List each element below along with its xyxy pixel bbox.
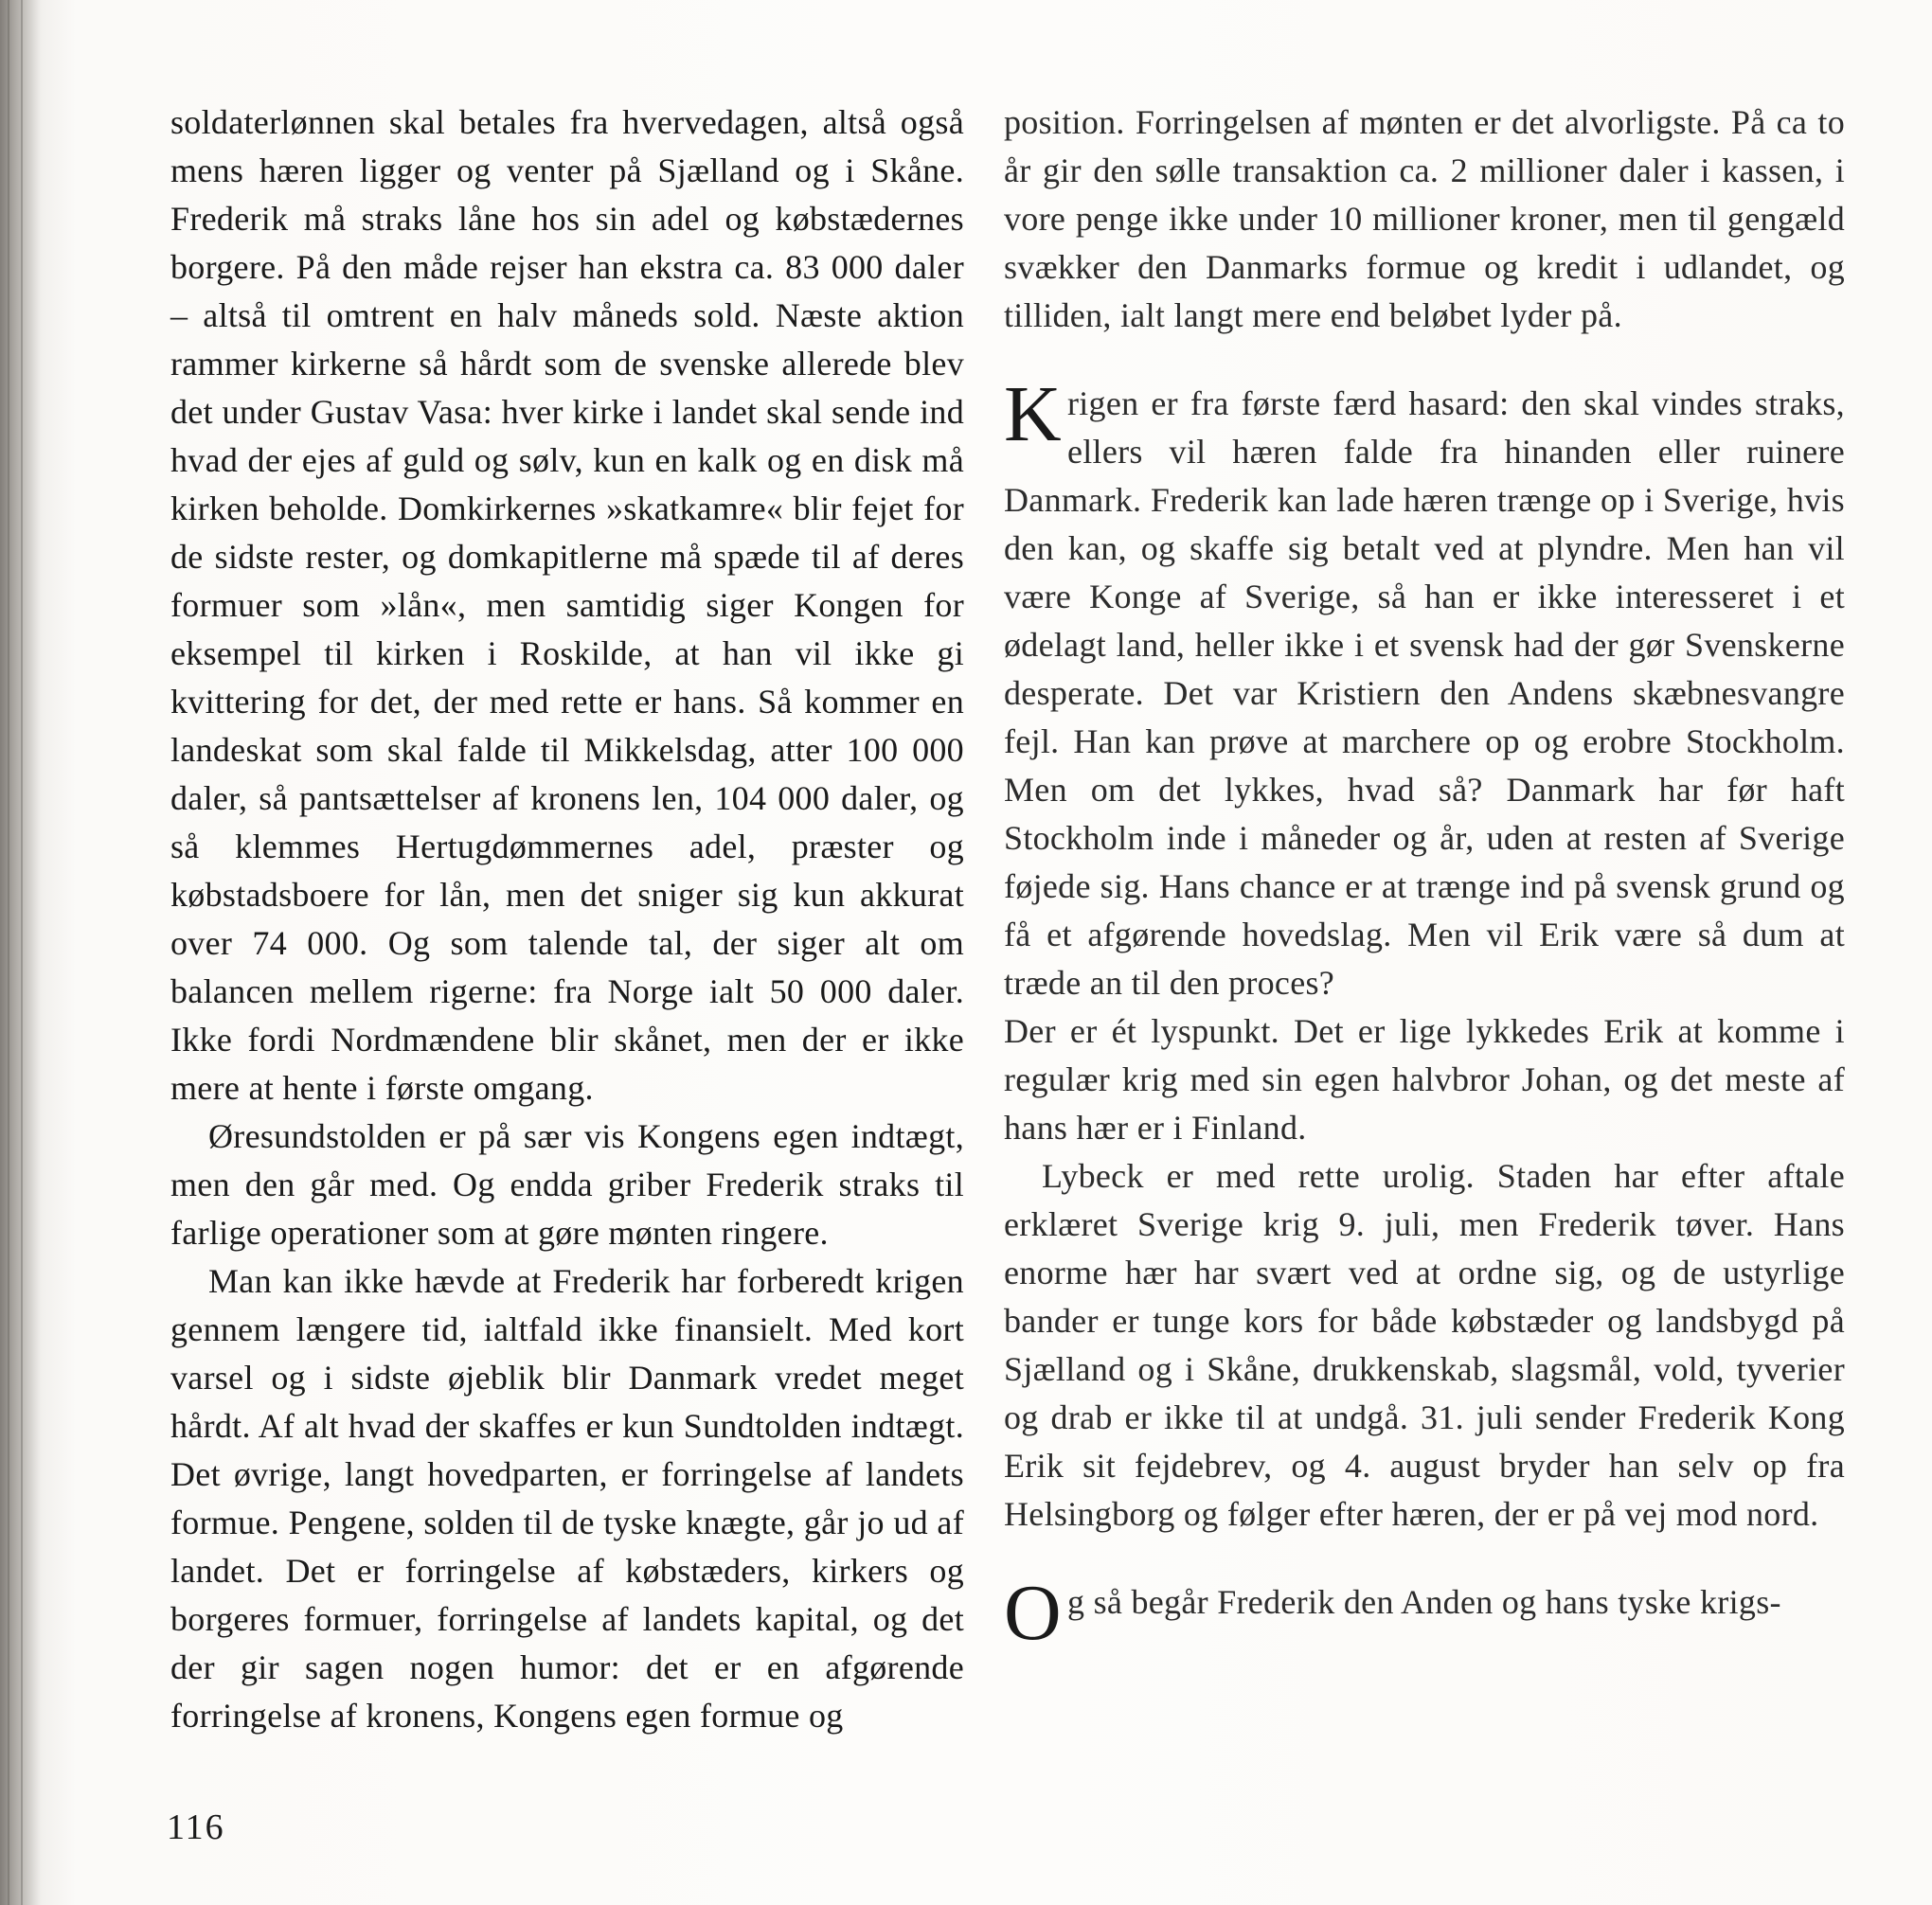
paragraph-text: rigen er fra første færd hasard: den skal vindes straks, ellers vil hæren falde fra hinanden eller ruinere Danmark. Frederik kan lade hæren trænge op i Sverige, hvis den kan, og skaffe sig betalt ved at plyndre. Men han vil være Konge af Sverige, så han er ikke interesseret i et ødelagt land, heller ikke i et svensk had der gør Svenskerne desperate. Det var Kristiern den Andens skæbnesvangre fejl. Han kan prøve at marchere op og erobre Stockholm. Men om det lykkes, hvad så? Danmark har før haft Stockholm inde i måneder og år, uden at resten af Sverige føjede sig. Hans chance er at trænge ind på svensk grund og få et afgørende hovedslag. Men vil Erik være så dum at træde an til den proces? (1004, 384, 1845, 1002)
drop-cap: O (1004, 1569, 1062, 1657)
page-number: 116 (167, 1807, 225, 1847)
page-edge-line (8, 0, 9, 1905)
paragraph: Man kan ikke hævde at Frederik har forberedt krigen gennem længere tid, ialtfald ikke finansielt. Med kort varsel og i sidste øjeblik blir Danmark vredet meget hårdt. Af alt hvad der skaffes er kun Sundtolden indtægt. Det øvrige, langt hovedparten, er forringelse af landets formue. Pengene, solden til de tyske knægte, går jo ud af landet. Det er forringelse af købstæders, kirkers og borgeres formuer, forringelse af landets kapital, og det der gir sagen nogen humor: det er en afgørende forringelse af kronens, Kongens egen formue og (170, 1262, 964, 1735)
drop-cap: K (1004, 370, 1062, 458)
page-edge-line (21, 0, 23, 1905)
paragraph-with-initial (1004, 370, 1845, 1007)
paragraph-with-initial (1004, 1569, 1845, 1657)
right-column (1004, 98, 1845, 1657)
paragraph: soldaterlønnen skal betales fra hvervedagen, altså også mens hæren ligger og venter på Sjælland og i Skåne. Frederik må straks låne hos sin adel og købstædernes borgere. På den måde rejser han ekstra ca. 83 000 daler – altså til omtrent en halv måneds sold. Næste aktion rammer kirkerne så hårdt som de svenske allerede blev det under Gustav Vasa: hver kirke i landet skal sende ind hvad der ejes af guld og sølv, kun en kalk og en disk må kirken beholde. Domkirkernes »skatkamre« blir fejet for de sidste rester, og domkapitlerne må spæde til af deres formuer som »lån«, men samtidig siger Kongen for eksempel til kirken i Roskilde, at han vil ikke gi kvittering for det, der med rette er hans. Så kommer en landeskat som skal falde til Mikkelsdag, atter 100 000 daler, så pantsættelser af kronens len, 104 000 daler, og så klemmes Hertugdømmernes adel, præster og købstadsboere for lån, men det sniger sig kun akkurat over 74 000. Og som talende tal, der siger alt om balancen mellem rigerne: fra Norge ialt 50 000 daler. Ikke fordi Nordmændene blir skånet, men der er ikke mere at hente i første omgang. (170, 103, 964, 1107)
paragraph: Der er ét lyspunkt. Det er lige lykkedes Erik at komme i regulær krig med sin egen halvbror Johan, og det meste af hans hær er i Finland. (1004, 1012, 1845, 1147)
paragraph: position. Forringelsen af mønten er det alvorligste. På ca to år gir den sølle transaktion ca. 2 millioner daler i kassen, i vore penge ikke under 10 millioner kroner, men til gengæld svækker den Danmarks formue og kredit i udlandet, og tilliden, ialt langt mere end beløbet lyder på. (1004, 103, 1845, 334)
paragraph-text: g så begår Frederik den Anden og hans tyske krigs- (1066, 1583, 1781, 1621)
left-column (170, 98, 964, 1740)
paragraph: Øresundstolden er på sær vis Kongens egen indtægt, men den går med. Og endda griber Frederik straks til farlige operationer som at gøre mønten ringere. (170, 1117, 964, 1252)
paragraph: Lybeck er med rette urolig. Staden har efter aftale erklæret Sverige krig 9. juli, men Frederik tøver. Hans enorme hær har svært ved at ordne sig, og de ustyrlige bander er tunge kors for både købstæder og landsbygd på Sjælland og i Skåne, drukkenskab, slagsmål, vold, tyverier og drab er ikke til at undgå. 31. juli sender Frederik Kong Erik sit fejdebrev, og 4. august bryder han selv op fra Helsingborg og følger efter hæren, der er på vej mod nord. (1004, 1157, 1845, 1533)
